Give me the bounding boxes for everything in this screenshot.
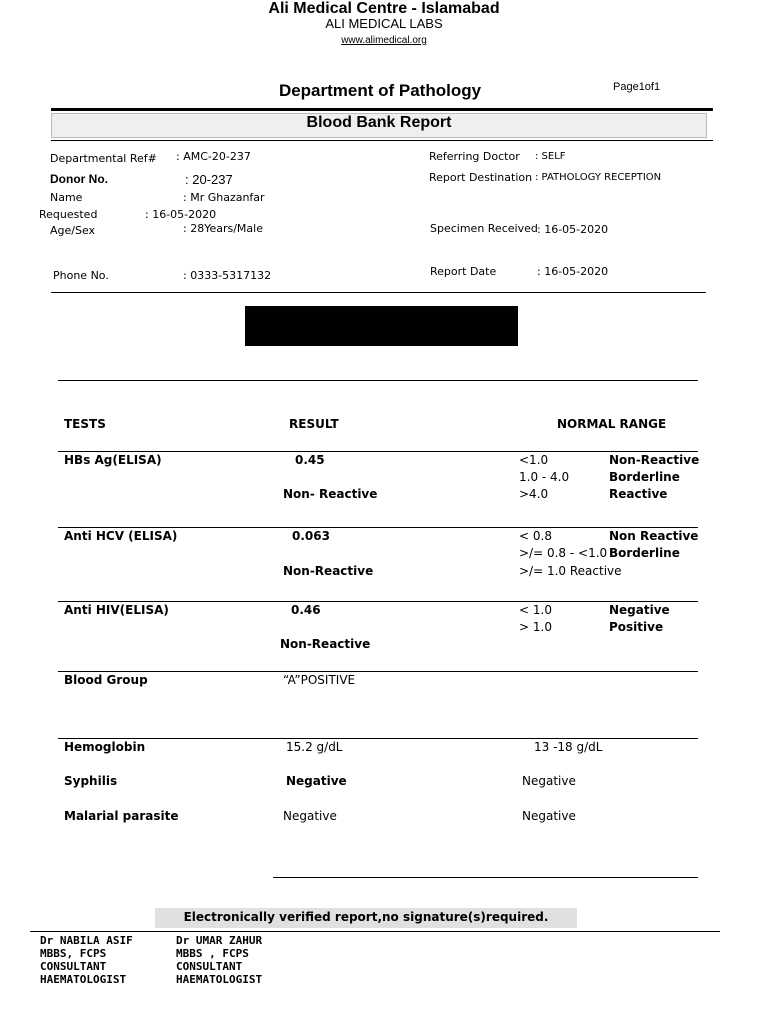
row-rule-hemoglobin bbox=[58, 738, 698, 739]
signatory-1: Dr NABILA ASIF MBBS, FCPS CONSULTANT HAEMATOLOGIST bbox=[40, 934, 133, 986]
result-value-hiv: 0.46 bbox=[291, 603, 321, 617]
test-name-malaria: Malarial parasite bbox=[64, 809, 179, 823]
test-name-hiv: Anti HIV(ELISA) bbox=[64, 603, 169, 617]
range-syphilis: Negative bbox=[522, 774, 576, 788]
row-rule-hcv bbox=[58, 527, 698, 528]
result-interp-hiv: Non-Reactive bbox=[280, 637, 371, 651]
row-rule-hiv bbox=[58, 601, 698, 602]
info-rule bbox=[51, 292, 706, 293]
age-sex-label: Age/Sex bbox=[50, 224, 96, 237]
report-destination-value: : PATHOLOGY RECEPTION bbox=[535, 172, 662, 183]
test-name-hbs: HBs Ag(ELISA) bbox=[64, 453, 162, 467]
range-label-hbs-2: Borderline bbox=[609, 470, 680, 484]
range-hcv-1: < 0.8 bbox=[519, 529, 552, 543]
test-name-hcv: Anti HCV (ELISA) bbox=[64, 529, 178, 543]
range-hbs-1: <1.0 bbox=[519, 453, 549, 467]
col-tests-header: TESTS bbox=[64, 417, 106, 431]
range-label-hbs-1: Non-Reactive bbox=[609, 453, 700, 467]
result-value-syphilis: Negative bbox=[286, 774, 347, 788]
result-value-hbs: 0.45 bbox=[295, 453, 325, 467]
range-label-hiv-2: Positive bbox=[609, 620, 664, 634]
specimen-received-value: : 16-05-2020 bbox=[537, 223, 609, 236]
result-value-hcv: 0.063 bbox=[292, 529, 330, 543]
name-label: Name bbox=[50, 191, 83, 204]
referring-doctor-value: : SELF bbox=[535, 151, 566, 162]
department-title: Department of Pathology bbox=[278, 81, 482, 100]
website-link[interactable]: www.alimedical.org bbox=[341, 35, 427, 46]
table-bottom-rule bbox=[273, 877, 698, 878]
footer-rule bbox=[30, 931, 720, 932]
donor-no-label: Donor No. bbox=[50, 172, 108, 186]
range-label-hiv-1: Negative bbox=[609, 603, 670, 617]
departmental-ref-label: Departmental Ref# bbox=[50, 152, 157, 165]
specimen-received-label: Specimen Received bbox=[430, 222, 538, 235]
range-label-hcv-1: Non Reactive bbox=[609, 529, 699, 543]
report-destination-label: Report Destination bbox=[429, 171, 533, 184]
range-hbs-3: >4.0 bbox=[519, 487, 549, 501]
range-hcv-2: >/= 0.8 - <1.0 bbox=[519, 546, 608, 560]
range-malaria: Negative bbox=[522, 809, 576, 823]
phone-value: : 0333-5317132 bbox=[183, 269, 272, 282]
row-rule-blood-group bbox=[58, 671, 698, 672]
range-hiv-2: > 1.0 bbox=[519, 620, 552, 634]
range-hemoglobin: 13 -18 g/dL bbox=[534, 740, 603, 754]
table-top-rule bbox=[58, 380, 698, 381]
range-label-hbs-3: Reactive bbox=[609, 487, 668, 501]
requested-label: Requested bbox=[39, 208, 98, 221]
result-interp-hcv: Non-Reactive bbox=[283, 564, 374, 578]
result-value-blood-group: “A”POSITIVE bbox=[283, 673, 356, 687]
test-name-hemoglobin: Hemoglobin bbox=[64, 740, 146, 754]
redaction-box bbox=[245, 306, 518, 346]
signatory-2: Dr UMAR ZAHUR MBBS , FCPS CONSULTANT HAEMATOLOGIST bbox=[176, 934, 263, 986]
report-date-value: : 16-05-2020 bbox=[537, 265, 609, 278]
page-indicator: Page1of1 bbox=[613, 81, 661, 93]
range-label-hcv-2: Borderline bbox=[609, 546, 680, 560]
test-name-syphilis: Syphilis bbox=[64, 774, 118, 788]
col-range-header: NORMAL RANGE bbox=[557, 417, 667, 431]
centre-title: Ali Medical Centre - Islamabad bbox=[268, 0, 500, 17]
result-value-malaria: Negative bbox=[283, 809, 337, 823]
lab-name: ALI MEDICAL LABS bbox=[325, 16, 443, 31]
age-sex-value: : 28Years/Male bbox=[183, 222, 263, 235]
donor-no-value: : 20-237 bbox=[185, 172, 233, 187]
header-rule bbox=[51, 108, 713, 111]
test-name-blood-group: Blood Group bbox=[64, 673, 148, 687]
requested-value: : 16-05-2020 bbox=[145, 208, 217, 221]
result-interp-hbs: Non- Reactive bbox=[283, 487, 378, 501]
phone-label: Phone No. bbox=[53, 269, 109, 282]
departmental-ref-value: : AMC-20-237 bbox=[176, 150, 251, 163]
range-hbs-2: 1.0 - 4.0 bbox=[519, 470, 570, 484]
range-hiv-1: < 1.0 bbox=[519, 603, 552, 617]
result-value-hemoglobin: 15.2 g/dL bbox=[286, 740, 343, 754]
referring-doctor-label: Referring Doctor bbox=[429, 150, 520, 163]
range-hcv-3: >/= 1.0 Reactive bbox=[519, 564, 622, 578]
col-result-header: RESULT bbox=[289, 417, 339, 431]
row-rule-hbs bbox=[58, 451, 698, 452]
report-title-rule bbox=[51, 140, 713, 141]
report-title: Blood Bank Report bbox=[306, 114, 452, 131]
verified-note: Electronically verified report,no signature(s)required. bbox=[183, 910, 549, 924]
report-date-label: Report Date bbox=[430, 265, 497, 278]
name-value: : Mr Ghazanfar bbox=[183, 191, 265, 204]
